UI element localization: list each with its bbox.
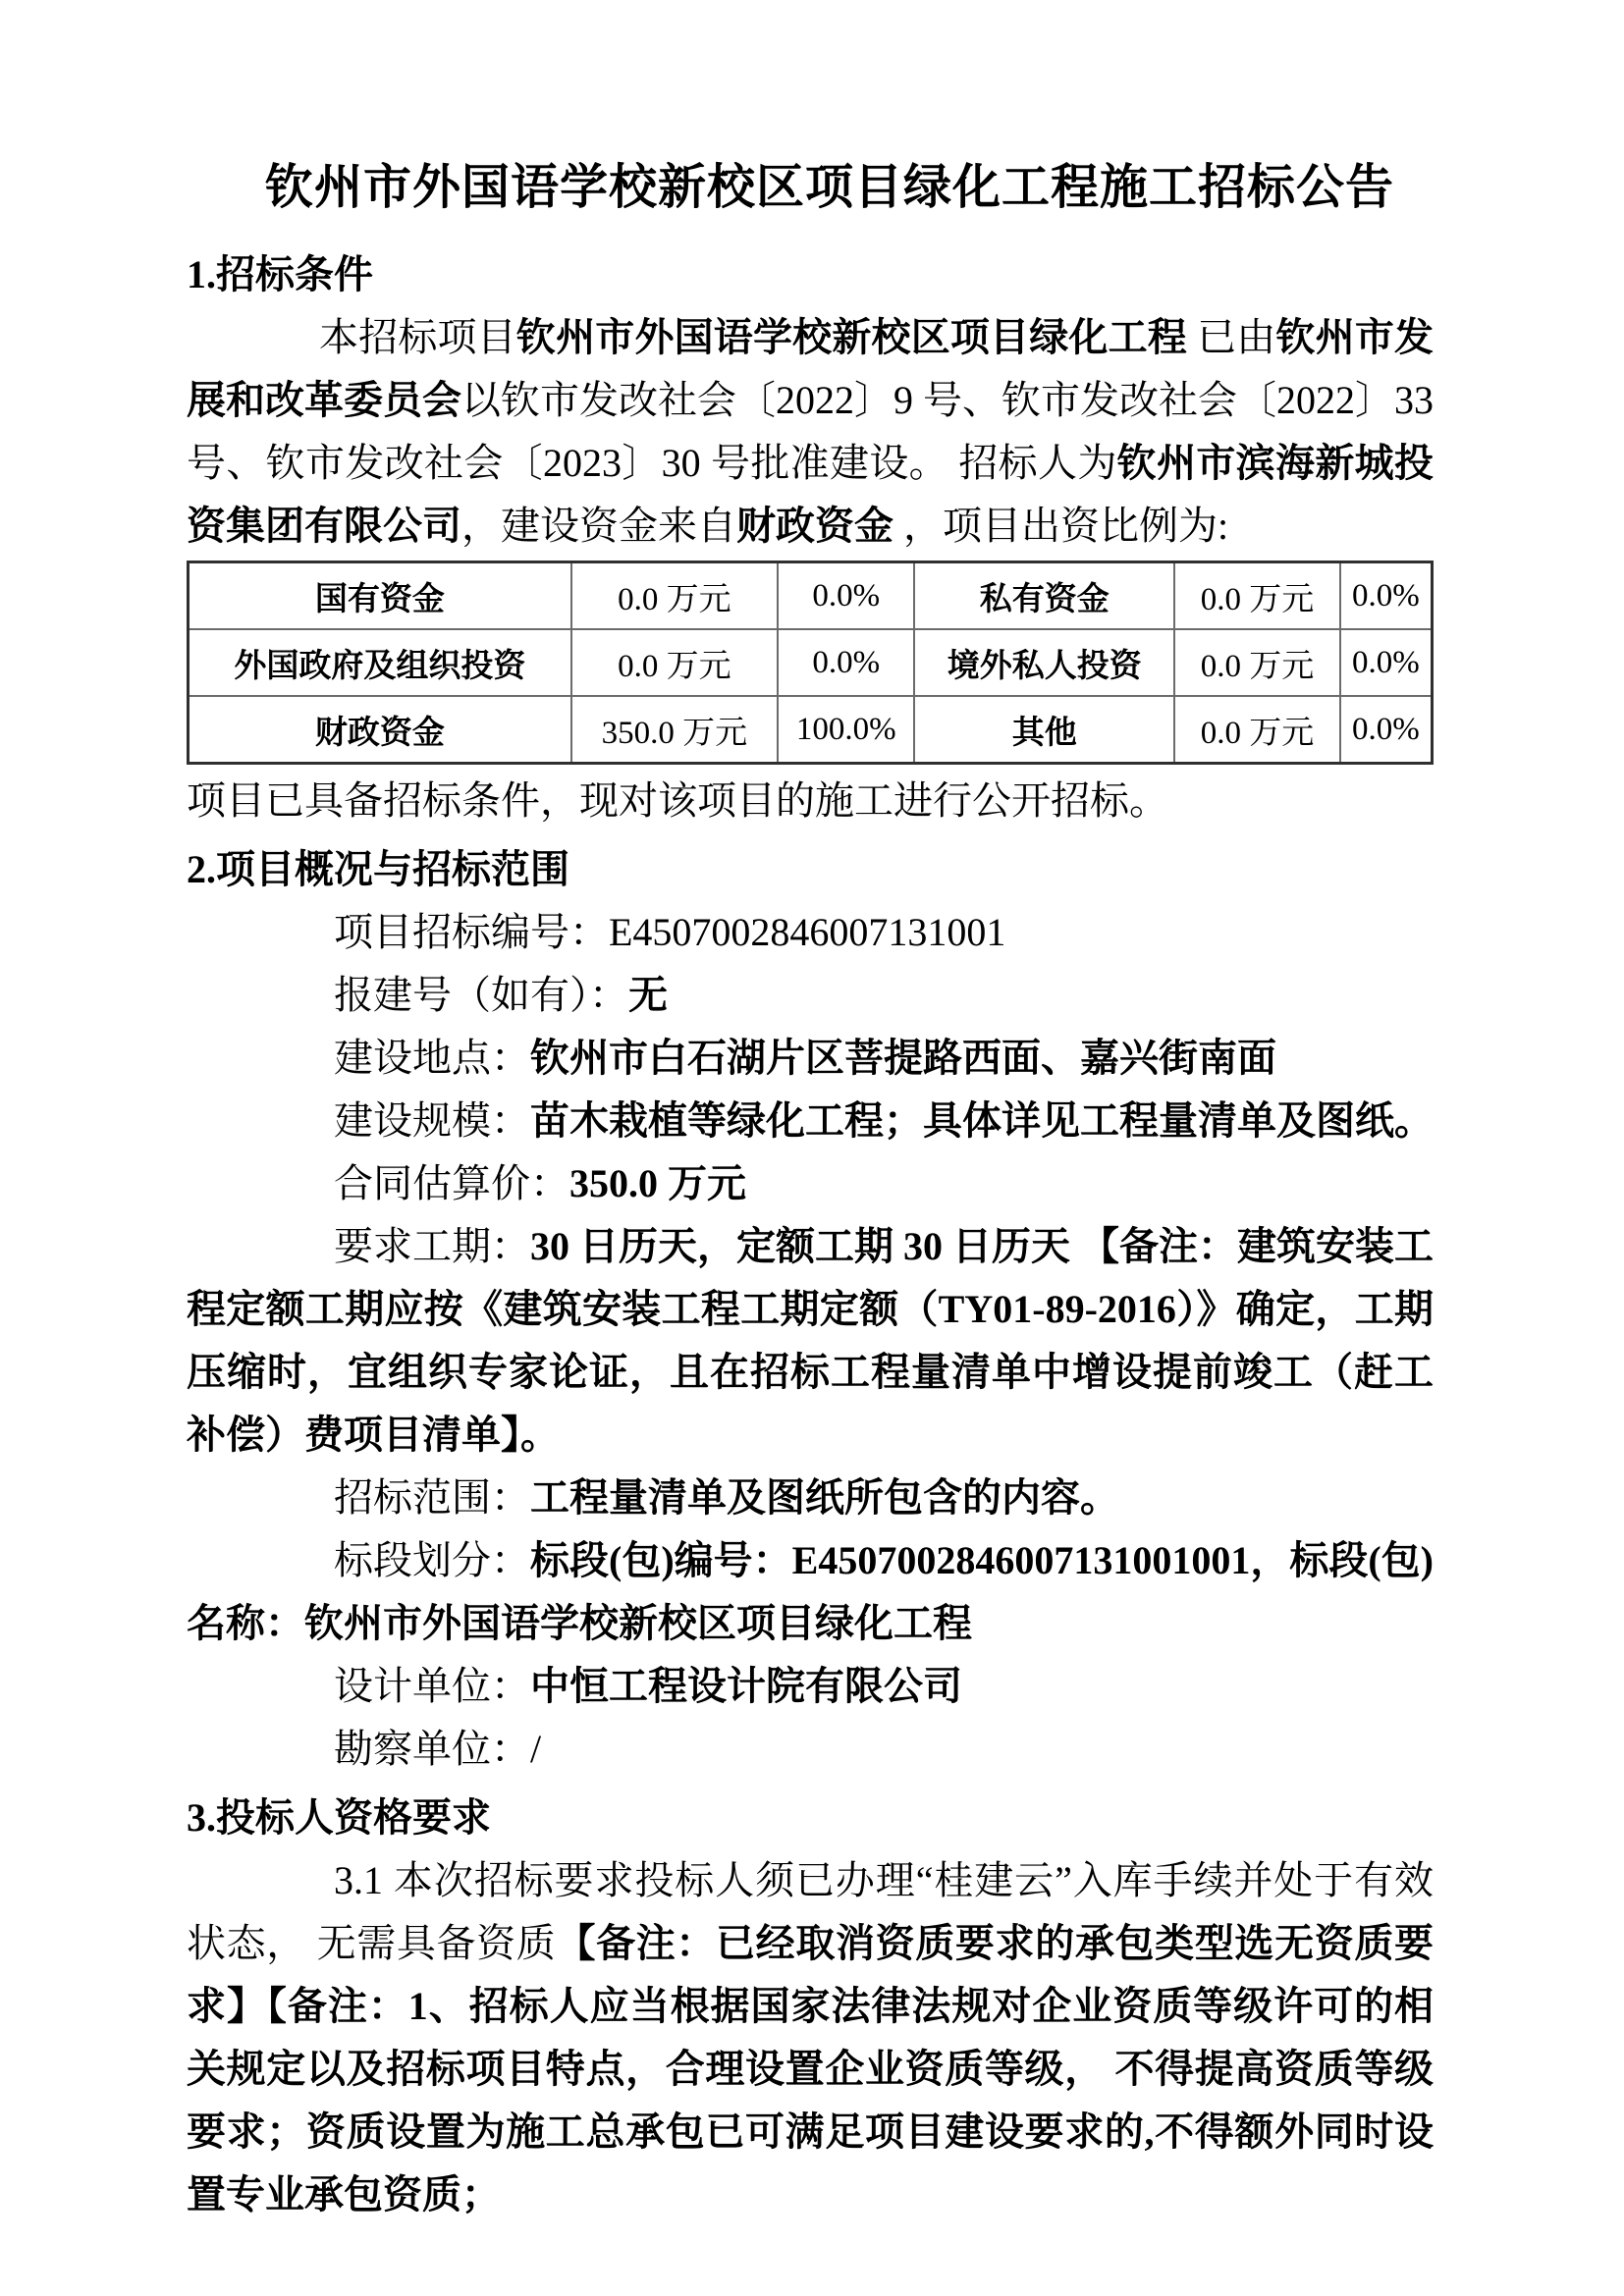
text-segment: 中恒工程设计院有限公司 [530, 1664, 962, 1708]
text-segment: 3.1 本次招标要求投标人须已办理“桂建云”入库手续并处于有效状态， 无需具备资质 [187, 1858, 1434, 1965]
funding-ratio-table [187, 561, 1434, 765]
text-segment: 招标范围： [334, 1475, 530, 1520]
para-construction-location [187, 1027, 1434, 1090]
text-segment: 350.0 万元 [569, 1161, 746, 1205]
funding-table-cell: 0.0% [1340, 696, 1433, 764]
funding-table-row [189, 696, 1433, 764]
text-segment: ，项目出资比例为: [893, 504, 1229, 548]
text-segment: 3.投标人资格要求 [187, 1795, 491, 1840]
funding-table-cell: 0.0 万元 [1174, 696, 1340, 764]
text-segment: 钦州市滨海新城投资集团有限公司 [187, 441, 1435, 548]
text-segment: 无 [628, 973, 668, 1017]
text-segment: 项目招标编号： [334, 910, 609, 954]
text-segment: ，建设资金来自 [461, 504, 736, 548]
funding-table-cell: 国有资金 [189, 562, 571, 630]
para-tender-number [187, 901, 1434, 964]
funding-table-cell: 0.0% [778, 562, 914, 630]
funding-table-cell: 境外私人投资 [914, 629, 1174, 696]
text-segment: 要求工期： [334, 1224, 530, 1268]
funding-table-cell: 私有资金 [914, 562, 1174, 630]
funding-table-cell: 0.0% [1340, 562, 1433, 630]
funding-table-cell: 0.0% [1340, 629, 1433, 696]
para-qualification-requirement [187, 1849, 1434, 2226]
para-contract-price [187, 1152, 1434, 1215]
text-segment: 30 日历天，定额工期 30 日历天 [530, 1224, 1080, 1268]
text-segment: 报建号（如有）： [334, 973, 628, 1017]
text-segment: 2.项目概况与招标范围 [187, 847, 569, 891]
heading-bidder-qualification [187, 1787, 1434, 1849]
funding-table-cell: 财政资金 [189, 696, 571, 764]
para-section-division [187, 1529, 1434, 1655]
funding-table-cell: 0.0 万元 [571, 629, 778, 696]
text-segment: 钦州市白石湖片区菩提路西面、嘉兴街南面 [530, 1036, 1276, 1080]
text-segment: 钦州市发展和改革委员会 [187, 315, 1435, 422]
section-tender-conditions [187, 243, 1434, 558]
funding-table-cell: 外国政府及组织投资 [189, 629, 571, 696]
text-segment: 苗木栽植等绿化工程；具体详见工程量清单及图纸。 [530, 1098, 1434, 1143]
funding-table-row [189, 562, 1433, 630]
para-design-unit [187, 1655, 1434, 1718]
text-segment: 以钦市发改社会〔2022〕9 号、钦市发改社会〔2022〕33 号、钦市发改社会〔2023〕30 号批准建设。 招标人为 [187, 378, 1434, 485]
para-construction-scale [187, 1090, 1434, 1152]
funding-table-cell: 100.0% [778, 696, 914, 764]
para-required-duration [187, 1215, 1434, 1467]
text-segment: 合同估算价： [334, 1161, 569, 1205]
para-filing-number [187, 964, 1434, 1027]
heading-project-overview [187, 838, 1434, 901]
text-segment: 财政资金 [736, 504, 893, 548]
text-segment: 【备注：已经取消资质要求的承包类型选无资质要求】【备注：1、招标人应当根据国家法律法规对企业资质等级许可的相关规定以及招标项目特点，合理设置企业资质等级， 不得提高资质等级要求；资质设置为施工总承包已可满足项目建设要求的,不得额外同时设置专业承包资质； [187, 1921, 1435, 2216]
text-segment: 标段(包)编号：E4507002846007131001001，标段(包)名称：钦州市外国语学校新校区项目绿化工程 [187, 1538, 1434, 1645]
text-segment: / [530, 1727, 542, 1771]
funding-table-cell: 其他 [914, 696, 1174, 764]
text-segment: 已由 [1186, 315, 1276, 359]
funding-table-cell: 0.0% [778, 629, 914, 696]
text-segment: 钦州市外国语学校新校区项目绿化工程 [515, 315, 1187, 359]
text-segment: 1.招标条件 [187, 252, 373, 296]
text-segment: 建设地点： [334, 1036, 530, 1080]
text-segment: 工程量清单及图纸所包含的内容。 [530, 1475, 1119, 1520]
text-segment: 【备注：建筑安装工程定额工期应按《建筑安装工程工期定额（TY01-89-2016）》确定，工期压缩时，宜组织专家论证，且在招标工程量清单中增设提前竣工（赶工补偿）费项目清单】。 [187, 1224, 1434, 1457]
funding-table-cell: 0.0 万元 [1174, 629, 1340, 696]
heading-tender-conditions [187, 243, 1434, 306]
funding-table-row [189, 629, 1433, 696]
text-segment: 设计单位： [334, 1664, 530, 1708]
funding-table-cell: 350.0 万元 [571, 696, 778, 764]
document-title: 钦州市外国语学校新校区项目绿化工程施工招标公告 [264, 160, 1394, 214]
funding-table-cell: 0.0 万元 [571, 562, 778, 630]
text-segment: 勘察单位： [334, 1727, 530, 1771]
section-document-body [187, 770, 1434, 2226]
text-segment: 建设规模： [334, 1098, 530, 1143]
para-tender-scope [187, 1467, 1434, 1529]
text-segment: 项目已具备招标条件，现对该项目的施工进行公开招标。 [187, 778, 1168, 823]
funding-table-cell: 0.0 万元 [1174, 562, 1340, 630]
para-survey-unit [187, 1718, 1434, 1781]
text-segment: 本招标项目 [319, 315, 516, 359]
text-segment: E4507002846007131001 [609, 910, 1006, 954]
para-open-tender [187, 770, 1434, 832]
para-tender-conditions [187, 306, 1434, 558]
text-segment: 标段划分： [334, 1538, 531, 1582]
